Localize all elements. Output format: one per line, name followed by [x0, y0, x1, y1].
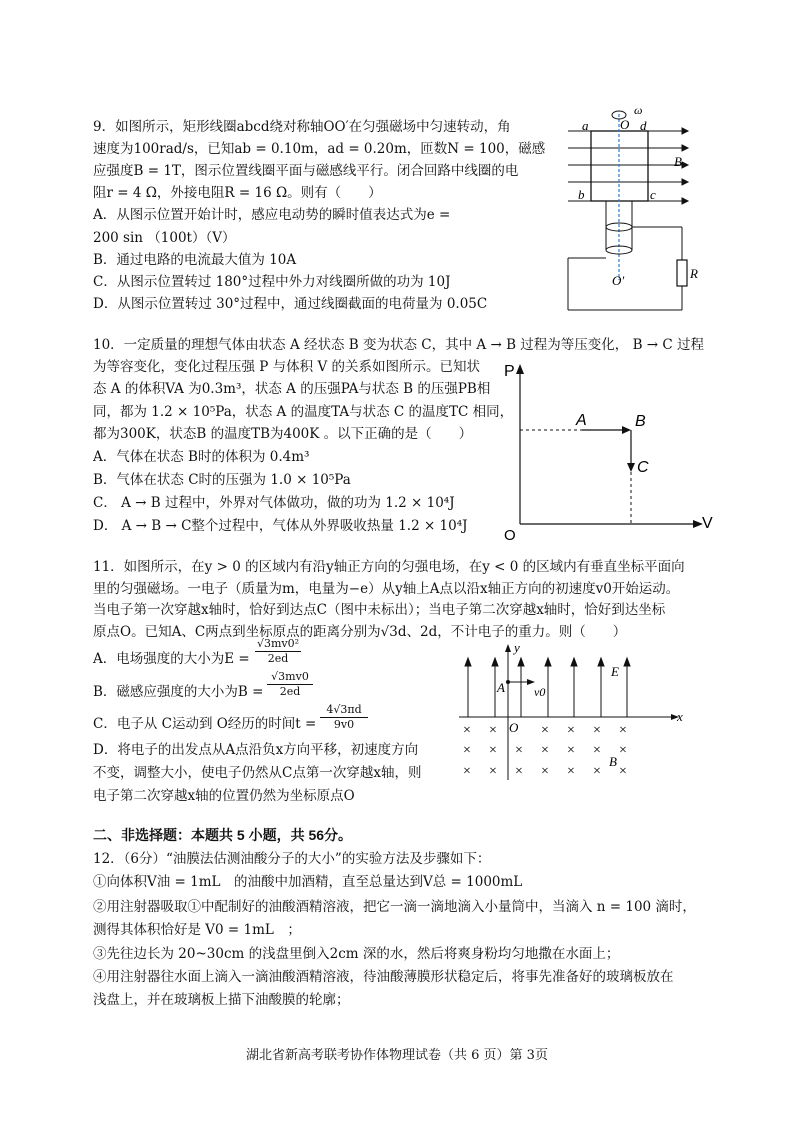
q9-line-4: 阻r = 4 Ω，外接电阻R = 16 Ω。则有（ ）: [93, 185, 382, 201]
state-label-a: A: [576, 412, 587, 429]
q11-option-d-line-1: D．将电子的出发点从A点沿负x方向平移，初速度方向: [93, 742, 419, 758]
q10-option-a: A．气体在状态 B时的体积为 0.4m³: [93, 449, 310, 465]
q9-option-c: C．从图示位置转过 180°过程中外力对线圈所做的功为 10J: [93, 274, 451, 290]
label-c: c: [650, 187, 656, 202]
q10-option-b: B．气体在状态 C时的压强为 1.0 × 10⁵Pa: [93, 472, 351, 488]
svg-text:×: ×: [463, 743, 471, 758]
q12-line-4: 测得其体积恰好是 V0 = 1mL ；: [93, 922, 301, 938]
fraction-denominator: 2ed: [267, 652, 289, 665]
field-label-e: E: [611, 664, 619, 679]
svg-text:×: ×: [489, 764, 497, 779]
q11-field-figure: [455, 640, 690, 785]
point-label-a: A: [497, 680, 505, 695]
q11-option-c: C．电子从 C运动到 O经历的时间t =: [93, 716, 317, 732]
q11-line-1: 11．如图所示，在y > 0 的区域内有沿y轴正方向的匀强电场，在y < 0 的区域内有垂直坐标平面向: [93, 559, 685, 575]
svg-text:×: ×: [489, 743, 497, 758]
q9-line-1: 9．如图所示，矩形线圈abcd绕对称轴OO′在匀强磁场中匀速转动，角: [93, 119, 511, 135]
label-o-prime: O′: [612, 273, 625, 288]
axis-label-v: V: [702, 515, 713, 532]
svg-text:×: ×: [515, 764, 523, 779]
q9-line-2: 速度为100rad/s，已知ab = 0.10m，ad = 0.20m，匝数N = 100，磁感: [93, 141, 546, 157]
svg-text:×: ×: [619, 743, 627, 758]
state-label-c: C: [637, 459, 649, 476]
velocity-label-v0: v0: [534, 685, 546, 699]
svg-text:×: ×: [541, 743, 549, 758]
section-2-heading: 二、非选择题：本题共 5 小题，共 56分。: [93, 827, 353, 843]
magnetic-field-crosses: [463, 723, 627, 779]
svg-text:×: ×: [463, 723, 471, 738]
fraction-denominator: 2ed: [279, 685, 301, 698]
q11-line-2: 里的匀强磁场。一电子（质量为m，电量为−e）从y轴上A点以沿x轴正方向的初速度v0开始运动。: [93, 581, 680, 597]
svg-text:×: ×: [567, 764, 575, 779]
svg-text:×: ×: [593, 723, 601, 738]
field-label-b: B: [609, 754, 617, 769]
page-footer: 湖北省新高考联考协作体物理试卷（共 6 页）第 3页: [246, 1048, 548, 1063]
q11-option-d-line-3: 电子第二次穿越x轴的位置仍然为坐标原点O: [93, 788, 355, 804]
svg-text:×: ×: [593, 743, 601, 758]
q9-option-d: D．从图示位置转过 30°过程中，通过线圈截面的电荷量为 0.05C: [93, 296, 488, 312]
q11-option-b-fraction: [267, 670, 313, 699]
label-r: R: [690, 266, 698, 281]
q12-line-2: ①向体积V油 = 1mL 的油酸中加酒精，直至总量达到V总 = 1000mL: [93, 874, 523, 890]
q9-option-b: B．通过电路的电流最大值为 10A: [93, 252, 297, 268]
svg-text:×: ×: [515, 743, 523, 758]
fraction-denominator: 9v0: [333, 718, 355, 731]
q9-option-a-cont: 200 sin （100t）（V）: [93, 230, 236, 246]
svg-text:×: ×: [541, 764, 549, 779]
svg-text:×: ×: [567, 743, 575, 758]
q10-pv-diagram: [500, 360, 720, 540]
label-d: d: [640, 118, 647, 133]
origin-label-o: O: [509, 720, 519, 735]
q9-coil-figure: [560, 100, 700, 320]
svg-text:×: ×: [567, 723, 575, 738]
origin-label-o: O: [504, 527, 516, 540]
q10-line-5: 都为300K，状态B 的温度TB为400K 。以下正确的是（ ）: [93, 426, 473, 442]
q11-option-a-fraction: [255, 637, 301, 666]
label-a: a: [582, 118, 589, 133]
q11-line-4: 原点O。已知A、C两点到坐标原点的距离分别为√3d、2d，不计电子的重力。则（ ）: [93, 624, 627, 640]
q12-line-5: ③先往边长为 20~30cm 的浅盘里倒入2cm 深的水，然后将爽身粉均匀地撒在水面上；: [93, 946, 620, 962]
q10-option-c: C． A → B 过程中，外界对气体做功，做的功为 1.2 × 10⁴J: [93, 495, 455, 511]
q11-option-a: A．电场强度的大小为E =: [93, 651, 250, 667]
axis-label-y: y: [514, 640, 520, 655]
q12-line-6: ④用注射器往水面上滴入一滴油酸酒精溶液，待油酸薄膜形状稳定后，将事先准备好的玻璃板放在: [93, 969, 674, 985]
svg-text:×: ×: [619, 764, 627, 779]
q9-option-a: A．从图示位置开始计时，感应电动势的瞬时值表达式为e =: [93, 207, 451, 223]
q10-line-4: 同，都为 1.2 × 10⁵Pa，状态 A 的温度TA与状态 C 的温度TC 相同，: [93, 404, 514, 420]
q9-line-3: 应强度B = 1T，图示位置线圈平面与磁感线平行。闭合回路中线圈的电: [93, 163, 519, 179]
fraction-numerator: 4√3πd: [320, 703, 368, 718]
q11-line-3: 当电子第一次穿越x轴时，恰好到达点C（图中未标出）；当电子第二次穿越x轴时，恰好到达坐标: [93, 602, 666, 618]
label-b: b: [578, 187, 585, 202]
svg-text:×: ×: [541, 723, 549, 738]
svg-text:×: ×: [593, 764, 601, 779]
label-o: O: [620, 117, 630, 132]
svg-text:×: ×: [619, 723, 627, 738]
q10-line-2: 为等容变化，变化过程压强 P 与体积 V 的关系如图所示。已知状: [93, 359, 480, 375]
fraction-numerator: √3mv0²: [256, 637, 300, 650]
svg-text:×: ×: [489, 723, 497, 738]
q12-line-3: ②用注射器吸取①中配制好的油酸酒精溶液，把它一滴一滴地滴入小量筒中，当滴入 n = 100 滴时，: [93, 899, 696, 915]
q10-option-d: D． A → B → C整个过程中，气体从外界吸收热量 1.2 × 10⁴J: [93, 518, 468, 534]
q12-line-7: 浅盘上，并在玻璃板上描下油酸膜的轮廓；: [93, 992, 350, 1008]
q11-option-d-line-2: 不变，调整大小，使电子仍然从C点第一次穿越x轴，则: [93, 765, 422, 781]
q11-option-c-fraction: [320, 703, 368, 732]
q12-line-1: 12．（6分）“油膜法估测油酸分子的大小”的实验方法及步骤如下：: [93, 851, 491, 867]
fraction-numerator: √3mv0: [267, 670, 313, 685]
label-omega: ω: [634, 103, 643, 117]
svg-text:×: ×: [463, 764, 471, 779]
state-label-b: B: [635, 413, 646, 430]
q10-line-3: 态 A 的体积VA 为0.3m³，状态 A 的压强PA与状态 B 的压强PB相: [93, 381, 491, 397]
axis-label-x: x: [677, 709, 683, 724]
q11-option-b: B．磁感应强度的大小为B =: [93, 684, 264, 700]
q10-line-1: 10．一定质量的理想气体由状态 A 经状态 B 变为状态 C，其中 A → B 过程为等压变化， B → C 过程: [93, 337, 705, 353]
axis-label-p: P: [504, 363, 515, 380]
label-b-field: B: [674, 154, 682, 169]
